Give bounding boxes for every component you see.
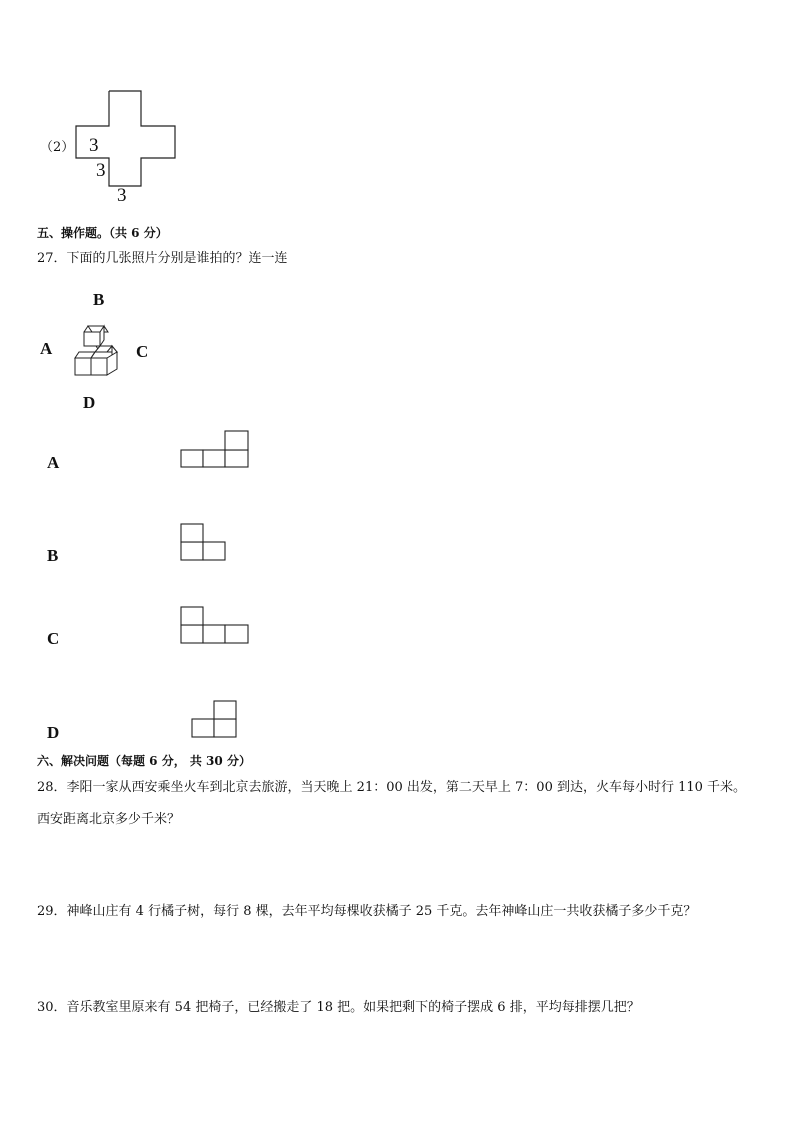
question-27: 27．下面的几张照片分别是谁拍的？连一连 bbox=[37, 251, 288, 266]
view-label-d: D bbox=[47, 723, 60, 742]
view-c-figure bbox=[181, 607, 248, 643]
view-label-b: B bbox=[47, 546, 59, 565]
observer-b: B bbox=[93, 290, 105, 309]
question-28-line-1: 28．李阳一家从西安乘坐火车到北京去旅游，当天晚上 21：00 出发，第二天早上 7：00 到达，火车每小时行 110 千米。 bbox=[37, 780, 747, 795]
view-b-figure bbox=[181, 524, 225, 560]
question-28-line-2: 西安距离北京多少千米？ bbox=[37, 812, 181, 827]
observer-c: C bbox=[136, 342, 149, 361]
observer-d: D bbox=[83, 393, 96, 412]
section-6-heading: 六、解决问题（每题 6 分， 共 30 分） bbox=[37, 754, 251, 768]
cross-dim-3: 3 bbox=[117, 185, 127, 206]
cross-dim-2: 3 bbox=[96, 160, 106, 181]
figure-label: （2） bbox=[40, 140, 75, 155]
question-30: 30．音乐教室里原来有 54 把椅子，已经搬走了 18 把。如果把剩下的椅子摆成 6 排，平均每排摆几把？ bbox=[37, 1000, 640, 1015]
view-label-c: C bbox=[47, 629, 60, 648]
view-label-a: A bbox=[47, 453, 60, 472]
view-d-figure bbox=[192, 701, 236, 737]
cross-dim-1: 3 bbox=[89, 135, 99, 156]
observer-a: A bbox=[40, 339, 53, 358]
question-29: 29．神峰山庄有 4 行橘子树，每行 8 棵，去年平均每棵收获橘子 25 千克。去年神峰山庄一共收获橘子多少千克？ bbox=[37, 904, 697, 919]
section-5-heading: 五、操作题。（共 6 分） bbox=[37, 226, 168, 240]
